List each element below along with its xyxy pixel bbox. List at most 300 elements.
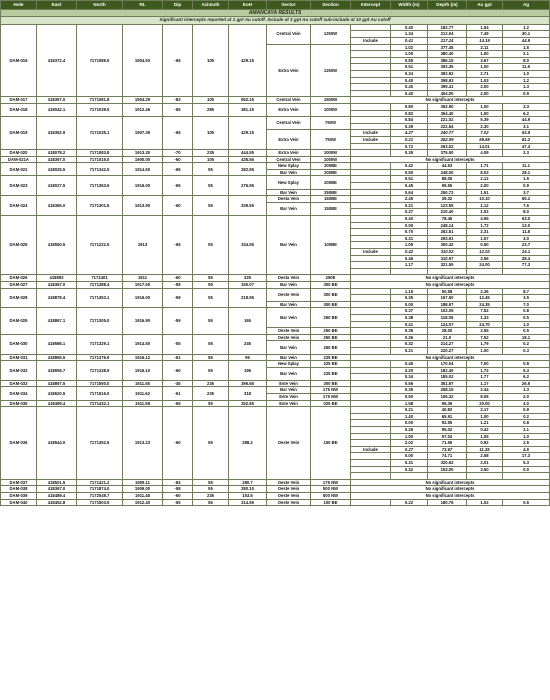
cell-width: 0.21 [391, 136, 428, 143]
cell-depth: 95.02 [428, 427, 467, 434]
cell-intercept [351, 229, 391, 236]
cell-east: 418867.5 [37, 380, 77, 387]
cell-au: 1.00 [467, 347, 503, 354]
cell-au: 0.50 [467, 242, 503, 249]
cell-ag: 0.3 [503, 347, 550, 354]
table-row [1, 407, 550, 414]
cell-ag: 1.0 [503, 321, 550, 328]
cell-width: 0.36 [391, 334, 428, 341]
cell-north: 7171516.0 [77, 387, 123, 400]
cell-depth: 95.55 [428, 183, 467, 190]
cell-depth [428, 473, 467, 480]
cell-az: 55 [193, 163, 229, 176]
cell-au: 0.92 [467, 440, 503, 447]
col-header: Width (m) [391, 1, 428, 10]
cell-width: 0.50 [391, 394, 428, 401]
cell-rl: 1912.46 [123, 103, 163, 116]
cell-width: 2.02 [391, 440, 428, 447]
cell-au: 1.05 [467, 433, 503, 440]
cell-section: 1000W [311, 103, 351, 116]
cell-intercept [351, 295, 391, 302]
cell-section: 300 BE [311, 301, 351, 308]
cell-depth: 153.00 [428, 466, 467, 473]
table-row [1, 361, 550, 368]
cell-au: 3.50 [467, 466, 503, 473]
cell-depth: 182.77 [428, 24, 467, 31]
col-header: RL [123, 1, 163, 10]
col-header: Au gpt [467, 1, 503, 10]
cell-rl: 1904.29 [123, 97, 163, 104]
cell-depth: 217.24 [428, 38, 467, 45]
no-intercepts-note: No significant intercepts [351, 97, 550, 104]
cell-dip: -61 [163, 387, 193, 400]
cell-au [467, 473, 503, 480]
cell-hole: DAM-035 [1, 400, 37, 407]
cell-dip: -59 [163, 308, 193, 334]
cell-width: 1.09 [391, 242, 428, 249]
cell-depth: 321.55 [428, 262, 467, 269]
cell-az: 105 [193, 156, 229, 163]
cell-intercept [351, 176, 391, 183]
table-subtitle: Significant intercepts reported at 1 gpt Au cutoff. Include at 3 gpt Au cutoff sub-include at 10 gpt Au cutoff [1, 17, 550, 24]
cell-north: 7171039.5 [77, 103, 123, 116]
no-intercepts-note: No significant intercepts [351, 281, 550, 288]
cell-sector: Oeste Vein [267, 328, 311, 335]
cell-east: 418893 [37, 275, 77, 282]
cell-ag: 3.5 [503, 295, 550, 302]
cell-east: 418489.4 [37, 400, 77, 407]
cell-depth: 182.40 [428, 367, 467, 374]
cell-ag: 4.0 [503, 400, 550, 407]
cell-intercept [351, 64, 391, 71]
cell-intercept [351, 288, 391, 295]
cell-intercept [351, 367, 391, 374]
cell-intercept [351, 440, 391, 447]
cell-au: 1.02 [467, 209, 503, 216]
cell-dip: -65 [163, 176, 193, 196]
cell-sector: Bar Vein [267, 354, 311, 361]
cell-intercept [351, 308, 391, 315]
table-row [1, 117, 550, 124]
cell-ag [503, 473, 550, 480]
table-row [1, 281, 550, 288]
cell-width: 1.00 [391, 51, 428, 58]
cell-width: 0.80 [391, 103, 428, 110]
cell-rl: 1913.90 [123, 196, 163, 216]
cell-intercept [351, 235, 391, 242]
no-intercepts-note: No significant intercepts [351, 479, 550, 486]
cell-width: 0.00 [391, 420, 428, 427]
cell-hole: DAM-021A [1, 156, 37, 163]
cell-section: 250 BE [311, 341, 351, 354]
table-row [1, 156, 550, 163]
cell-width: 0.41 [391, 38, 428, 45]
cell-ag: 11.8 [503, 229, 550, 236]
cell-depth: 180.76 [428, 499, 467, 506]
cell-depth: 380.40 [428, 51, 467, 58]
table-row [1, 334, 550, 341]
cell-ag: 2.3 [503, 150, 550, 157]
table-row [1, 216, 550, 223]
cell-width: 0.26 [391, 427, 428, 434]
cell-au: 8.03 [467, 169, 503, 176]
cell-section: 225 BE [311, 367, 351, 380]
cell-au: 14.19 [467, 38, 503, 45]
cell-depth: 310.02 [428, 249, 467, 256]
cell-section: 300 BE [311, 281, 351, 288]
table-row [1, 400, 550, 407]
cell-width: 0.40 [391, 24, 428, 31]
cell-au: 1.71 [467, 163, 503, 170]
cell-au: 59.69 [467, 136, 503, 143]
cell-dip: -55 [163, 499, 193, 506]
cell-section: 1250W [311, 24, 351, 44]
cell-ag: 7.0 [503, 301, 550, 308]
cell-ag: 30.1 [503, 31, 550, 38]
cell-intercept [351, 321, 391, 328]
cell-intercept [351, 394, 391, 401]
cell-ag: 2.0 [503, 394, 550, 401]
cell-section: 250 BE [311, 328, 351, 335]
cell-depth: 392.35 [428, 64, 467, 71]
cell-width: 0.82 [391, 110, 428, 117]
col-header: Azimuth [193, 1, 229, 10]
cell-north: 7172049.7 [77, 492, 123, 499]
cell-intercept [351, 413, 391, 420]
cell-east: 418620.5 [37, 387, 77, 400]
cell-section: 250E [311, 275, 351, 282]
cell-north: 7171388.4 [77, 281, 123, 288]
title-row [1, 10, 550, 17]
cell-depth [428, 268, 467, 275]
cell-section: 300 BE [311, 288, 351, 301]
col-header: Hole [1, 1, 37, 10]
cell-width: 0.51 [391, 176, 428, 183]
cell-intercept [351, 143, 391, 150]
cell-ag: 0.9 [503, 90, 550, 97]
cell-north: 7171222.5 [77, 216, 123, 275]
cell-sector: New Splay [267, 163, 311, 170]
cell-east: 418367.0 [37, 281, 77, 288]
cell-eoh: 429.15 [229, 117, 267, 150]
cell-ag: 0.5 [503, 314, 550, 321]
cell-section: 175 NW [311, 479, 351, 486]
cell-au: 11.35 [467, 446, 503, 453]
cell-hole: DAM-022 [1, 163, 37, 176]
cell-north: 7171352.6 [77, 407, 123, 480]
cell-dip: -65 [163, 400, 193, 407]
cell-eoh: 334.55 [229, 216, 267, 275]
table-row [1, 387, 550, 394]
cell-ag: 77.3 [503, 262, 550, 269]
cell-intercept [351, 150, 391, 157]
cell-width: 0.45 [391, 361, 428, 368]
cell-intercept [351, 31, 391, 38]
cell-ag: 13.0 [503, 222, 550, 229]
cell-east: 418027.5 [37, 176, 77, 196]
cell-depth: 258.15 [428, 387, 467, 394]
cell-width: 2.45 [391, 196, 428, 203]
cell-ag: 7.6 [503, 202, 550, 209]
cell-section: 250 BE [311, 308, 351, 328]
cell-dip: -65 [163, 216, 193, 275]
cell-width: 0.22 [391, 499, 428, 506]
cell-hole: DAM-033 [1, 380, 37, 387]
cell-sector: Central Vein [267, 97, 311, 104]
cell-intercept [351, 222, 391, 229]
cell-width: 1.17 [391, 262, 428, 269]
cell-width: 0.32 [391, 466, 428, 473]
no-intercepts-note: No significant intercepts [351, 275, 550, 282]
cell-intercept [351, 374, 391, 381]
cell-ag: 44.9 [503, 117, 550, 124]
cell-sector: Bar Vein [267, 281, 311, 288]
cell-east: 418367.0 [37, 97, 77, 104]
cell-rl: 1916.12 [123, 354, 163, 361]
cell-au: 1.51 [467, 189, 503, 196]
cell-intercept [351, 407, 391, 414]
header-row [1, 1, 550, 10]
cell-width: 0.46 [391, 255, 428, 262]
cell-rl: 1917.50 [123, 281, 163, 288]
cell-width: 0.40 [391, 84, 428, 91]
cell-intercept [351, 189, 391, 196]
cell-north: 7171301.5 [77, 196, 123, 216]
cell-dip: -58 [163, 486, 193, 493]
cell-eoh: 381.15 [229, 103, 267, 116]
cell-au: 1.02 [467, 499, 503, 506]
cell-depth: 352.90 [428, 103, 467, 110]
col-header: EoH [229, 1, 267, 10]
cell-eoh: 444.55 [229, 150, 267, 157]
cell-width: 0.35 [391, 295, 428, 302]
cell-intercept [351, 123, 391, 130]
cell-depth: 188.97 [428, 301, 467, 308]
cell-width: 0.72 [391, 143, 428, 150]
col-header: East [37, 1, 77, 10]
cell-intercept [351, 387, 391, 394]
no-intercepts-note: No significant intercepts [351, 156, 550, 163]
cell-au: 7.52 [467, 308, 503, 315]
cell-sector: New Splay [267, 176, 311, 189]
col-header: Section [311, 1, 351, 10]
cell-az: 105 [193, 117, 229, 150]
cell-section: 1000W [311, 150, 351, 157]
cell-au: 1.17 [467, 380, 503, 387]
table-row [1, 196, 550, 203]
cell-eoh: 396.65 [229, 380, 267, 387]
cell-au: 1.00 [467, 413, 503, 420]
cell-width: 0.34 [391, 374, 428, 381]
cell-hole: DAM-025 [1, 216, 37, 275]
cell-ag: 0.8 [503, 361, 550, 368]
cell-depth: 262.09 [428, 136, 467, 143]
cell-depth: 106.32 [428, 394, 467, 401]
cell-section: 225 BE [311, 361, 351, 368]
cell-width: 0.35 [391, 328, 428, 335]
cell-width: 0.31 [391, 460, 428, 467]
cell-au: 1.21 [467, 420, 503, 427]
cell-rl: 1904.93 [123, 24, 163, 97]
cell-dip: -60 [163, 156, 193, 163]
cell-au: 1.00 [467, 64, 503, 71]
cell-intercept: Include [351, 136, 391, 143]
cell-intercept [351, 255, 391, 262]
cell-width: 0.42 [391, 163, 428, 170]
cell-au: 7.52 [467, 334, 503, 341]
cell-dip: -65 [163, 24, 193, 97]
cell-sector: Extra Vein [267, 44, 311, 97]
subtitle-row [1, 17, 550, 24]
cell-depth: 392.92 [428, 70, 467, 77]
cell-au: 20.00 [467, 400, 503, 407]
cell-dip: -65 [163, 117, 193, 150]
cell-depth: 214.27 [428, 341, 467, 348]
cell-intercept: Include [351, 446, 391, 453]
cell-au: 1.57 [467, 235, 503, 242]
cell-rl: 1916.00 [123, 288, 163, 308]
cell-depth: 124.07 [428, 321, 467, 328]
cell-eoh: 280.7 [229, 479, 267, 486]
cell-intercept [351, 433, 391, 440]
cell-hole: DAM-030 [1, 334, 37, 354]
cell-au: 5.39 [467, 117, 503, 124]
cell-au: 0.42 [467, 427, 503, 434]
cell-az: 55 [193, 499, 229, 506]
cell-au: 2.00 [467, 183, 503, 190]
cell-east: 418550.5 [37, 216, 77, 275]
cell-intercept [351, 427, 391, 434]
table-row [1, 24, 550, 31]
cell-section: 025 BE [311, 400, 351, 407]
cell-au: 8.06 [467, 394, 503, 401]
cell-intercept [351, 314, 391, 321]
cell-north: 7171015.0 [77, 156, 123, 163]
cell-hole: DAM-026 [1, 275, 37, 282]
cell-hole: DAM-018 [1, 103, 37, 116]
cell-section: 250BE [311, 189, 351, 196]
cell-intercept [351, 202, 391, 209]
cell-width: 0.40 [391, 90, 428, 97]
cell-ag: 0.8 [503, 420, 550, 427]
cell-depth: 375.50 [428, 150, 467, 157]
cell-rl: 1911 [123, 275, 163, 282]
cell-rl: 1907.39 [123, 117, 163, 150]
cell-hole: DAM-031 [1, 354, 37, 361]
cell-intercept [351, 453, 391, 460]
cell-ag: 2.1 [503, 427, 550, 434]
cell-intercept [351, 334, 391, 341]
cell-section: 1500W [311, 97, 351, 104]
cell-intercept [351, 183, 391, 190]
cell-depth: 96.39 [428, 400, 467, 407]
cell-width: 0.37 [391, 209, 428, 216]
cell-sector: Este Vein [267, 394, 311, 401]
cell-intercept [351, 328, 391, 335]
cell-au: 2.31 [467, 229, 503, 236]
cell-intercept [351, 163, 391, 170]
cell-hole: DAM-020 [1, 150, 37, 157]
cell-width: 0.56 [391, 380, 428, 387]
cell-rl: 1909.11 [123, 479, 163, 486]
cell-au: 2.71 [467, 70, 503, 77]
cell-rl: 1916.10 [123, 361, 163, 381]
no-intercepts-note: No significant intercepts [351, 354, 550, 361]
cell-intercept [351, 209, 391, 216]
cell-north: 7171305.0 [77, 308, 123, 334]
cell-az: 55 [193, 308, 229, 334]
cell-ag: 1.0 [503, 70, 550, 77]
table-row [1, 492, 550, 499]
cell-sector: Bar Vein [267, 367, 311, 380]
cell-depth: 78.45 [428, 216, 467, 223]
cell-eoh: 288.2 [229, 407, 267, 480]
cell-hole: DAM-016 [1, 24, 37, 97]
cell-intercept [351, 169, 391, 176]
cell-north: 7171083.8 [77, 150, 123, 157]
cell-rl: 1912.40 [123, 499, 163, 506]
cell-sector: Extra Vein [267, 150, 311, 157]
cell-ag: 1.3 [503, 387, 550, 394]
cell-east: 418452.8 [37, 499, 77, 506]
cell-width: 0.55 [391, 57, 428, 64]
cell-intercept [351, 51, 391, 58]
cell-east: 418367.0 [37, 156, 77, 163]
cell-width: 0.27 [391, 446, 428, 453]
cell-az: 55 [193, 176, 229, 196]
cell-rl: 1913.30 [123, 150, 163, 157]
cell-section: 200BE [311, 169, 351, 176]
cell-eoh: 214.55 [229, 499, 267, 506]
cell-east: 418489.4 [37, 492, 77, 499]
cell-az: 55 [193, 479, 229, 486]
cell-sector: Bar Vein [267, 202, 311, 215]
cell-az: 55 [193, 216, 229, 275]
cell-au: 24.35 [467, 301, 503, 308]
cell-intercept [351, 110, 391, 117]
cell-az: 55 [193, 361, 229, 381]
cell-sector: Oeste Vein [267, 334, 311, 341]
cell-az: 55 [193, 354, 229, 361]
cell-au: 4.55 [467, 216, 503, 223]
cell-section: 1000W [311, 156, 351, 163]
cell-width: 1.58 [391, 400, 428, 407]
cell-intercept [351, 347, 391, 354]
cell-sector: Bar Vein [267, 308, 311, 328]
cell-width: 1.02 [391, 44, 428, 51]
cell-intercept [351, 301, 391, 308]
cell-width: 4.27 [391, 130, 428, 137]
cell-hole: DAM-040 [1, 499, 37, 506]
cell-east: 418655.7 [37, 361, 77, 381]
cell-au: 10.10 [467, 196, 503, 203]
cell-dip: -60 [163, 196, 193, 216]
cell-east: 418367.0 [37, 486, 77, 493]
cell-sector: Desta Vein [267, 275, 311, 282]
cell-eoh: 318 [229, 387, 267, 400]
cell-width: 1.16 [391, 288, 428, 295]
cell-az: 55 [193, 334, 229, 354]
cell-depth: 65.91 [428, 413, 467, 420]
cell-width: 0.31 [391, 235, 428, 242]
cell-depth: 399.41 [428, 84, 467, 91]
cell-ag: 0.5 [503, 328, 550, 335]
cell-eoh: 325 [229, 275, 267, 282]
cell-eoh: 153.5 [229, 492, 267, 499]
cell-eoh: 339.55 [229, 196, 267, 216]
cell-ag: 0.2 [503, 341, 550, 348]
cell-rl: 1909.00 [123, 486, 163, 493]
